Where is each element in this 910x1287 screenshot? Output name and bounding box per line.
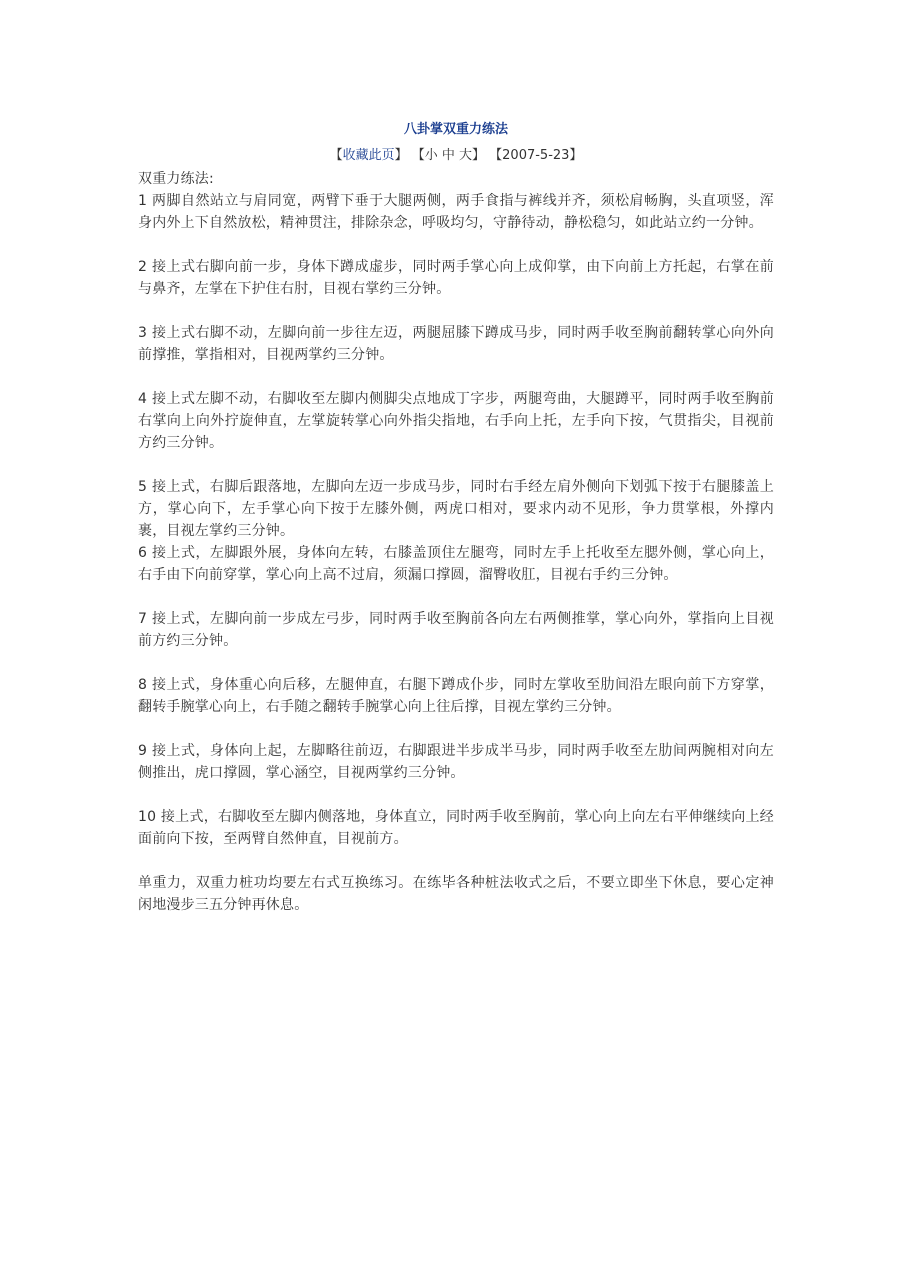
paragraph-step-9: 9 接上式，身体向上起，左脚略往前迈，右脚跟进半步成半马步，同时两手收至左肋间两腕相对向左侧推出，虎口撑圆，掌心涵空，目视两掌约三分钟。 bbox=[138, 743, 774, 781]
paragraph-step-3: 3 接上式右脚不动，左脚向前一步往左迈，两腿屈膝下蹲成马步，同时两手收至胸前翻转掌心向外向前撑推，掌指相对，目视两掌约三分钟。 bbox=[138, 325, 774, 363]
paragraph-step-2: 2 接上式右脚向前一步，身体下蹲成虚步，同时两手掌心向上成仰掌，由下向前上方托起，右掌在前与鼻齐，左掌在下护住右肘，目视右掌约三分钟。 bbox=[138, 259, 774, 297]
paragraph-step-8: 8 接上式，身体重心向后移，左腿伸直，右腿下蹲成仆步，同时左掌收至肋间沿左眼向前下方穿掌，翻转手腕掌心向上，右手随之翻转手腕掌心向上往后撑，目视左掌约三分钟。 bbox=[138, 677, 774, 715]
paragraph-step-5: 5 接上式，右脚后跟落地，左脚向左迈一步成马步，同时右手经左肩外侧向下划弧下按于右腿膝盖上方，掌心向下，左手掌心向下按于左膝外侧，两虎口相对，要求内动不见形，争力贯掌根，外撑内裹，目视左掌约三分钟。 bbox=[138, 479, 774, 539]
paragraph-step-1: 1 两脚自然站立与肩同宽，两臂下垂于大腿两侧，两手食指与裤线并齐，须松肩畅胸，头直项竖，浑身内外上下自然放松，精神贯注，排除杂念，呼吸均匀，守静待动，静松稳匀，如此站立约一分钟。 bbox=[138, 193, 774, 231]
section-heading: 双重力练法: bbox=[138, 171, 214, 187]
article-body bbox=[138, 168, 774, 916]
font-size-control[interactable]: 【小 中 大】 bbox=[411, 148, 486, 163]
bookmark-bracket-close: 】 bbox=[394, 148, 408, 163]
article bbox=[138, 120, 774, 916]
page-title: 八卦掌双重力练法 bbox=[403, 122, 508, 137]
publish-date: 【2007-5-23】 bbox=[489, 148, 583, 163]
article-meta bbox=[138, 146, 774, 166]
bookmark-bracket-open: 【 bbox=[329, 148, 343, 163]
paragraph-step-6: 6 接上式，左脚跟外展，身体向左转，右膝盖顶住左腿弯，同时左手上托收至左腮外侧，掌心向上，右手由下向前穿掌，掌心向上高不过肩，须漏口撑圆，溜臀收肛，目视右手约三分钟。 bbox=[138, 545, 774, 583]
bookmark-link[interactable]: 收藏此页 bbox=[342, 148, 395, 163]
paragraph-step-7: 7 接上式，左脚向前一步成左弓步，同时两手收至胸前各向左右两侧推掌，掌心向外，掌指向上目视前方约三分钟。 bbox=[138, 611, 774, 649]
paragraph-step-10: 10 接上式，右脚收至左脚内侧落地，身体直立，同时两手收至胸前，掌心向上向左右平伸继续向上经面前向下按，至两臂自然伸直，目视前方。 bbox=[138, 809, 774, 847]
paragraph-closing-note: 单重力，双重力桩功均要左右式互换练习。在练毕各种桩法收式之后，不要立即坐下休息，要心定神闲地漫步三五分钟再休息。 bbox=[138, 875, 774, 913]
paragraph-step-4: 4 接上式左脚不动，右脚收至左脚内侧脚尖点地成丁字步，两腿弯曲，大腿蹲平，同时两手收至胸前右掌向上向外拧旋伸直，左掌旋转掌心向外指尖指地，右手向上托，左手向下按，气贯指尖，目视前方约三分钟。 bbox=[138, 391, 774, 451]
